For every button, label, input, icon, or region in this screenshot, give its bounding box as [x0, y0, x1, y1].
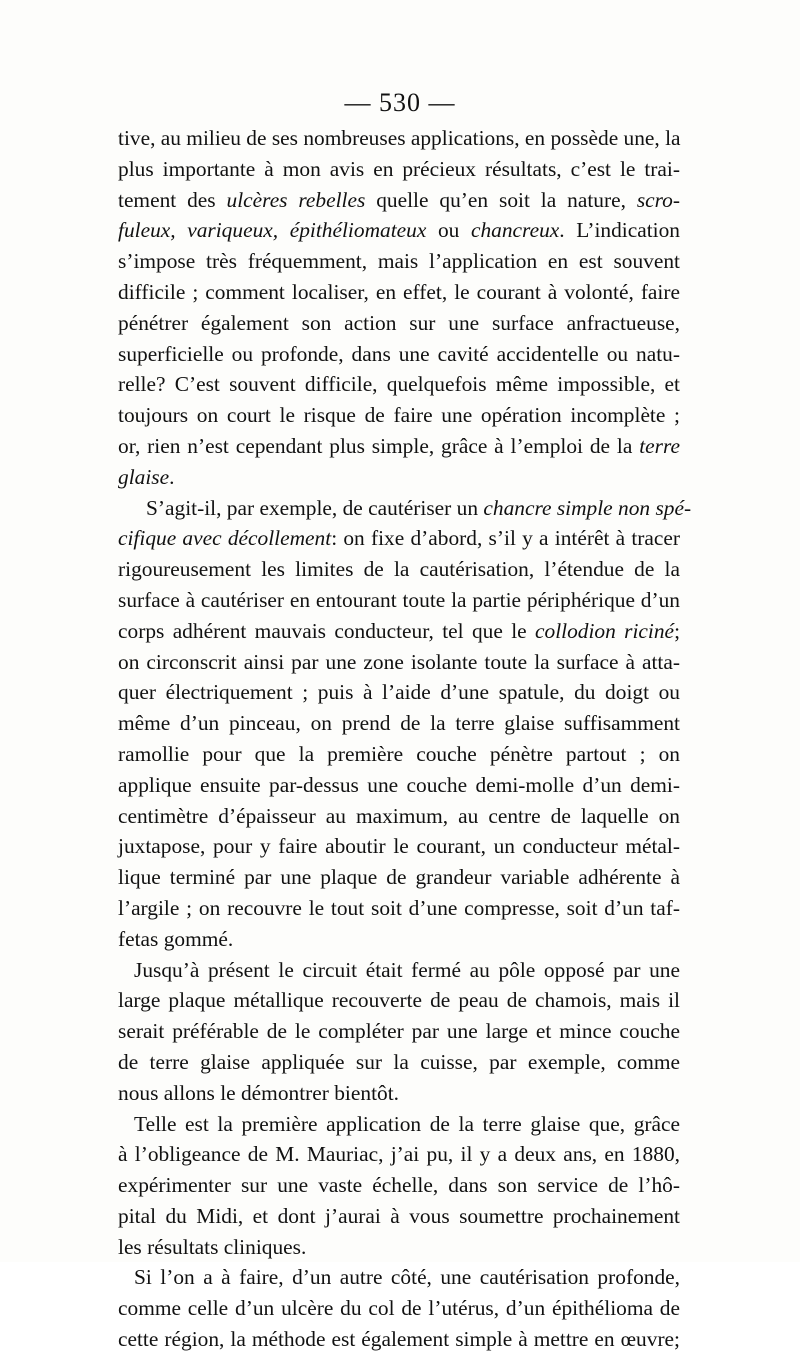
- text-line: quer électriquement ; puis à l’aide d’une spatule, du doigt ou: [118, 680, 680, 705]
- text-line: ramollie pour que la première couche pénètre partout ; on: [118, 741, 680, 766]
- text-line: Si l’on a à faire, d’un autre côté, une cautérisation profonde,: [134, 1265, 680, 1290]
- text-line: applique ensuite par-dessus une couche demi-molle d’un demi-: [118, 772, 680, 797]
- text-line: toujours on court le risque de faire une opération incomplète ;: [118, 403, 680, 428]
- text-line: juxtapose, pour y faire aboutir le courant, un conducteur métal-: [118, 834, 680, 859]
- text-line: fetas gommé.: [118, 926, 234, 951]
- text-line: fuleux, variqueux, épithéliomateux ou chancreux. L’indication: [118, 218, 680, 243]
- text-line: comme celle d’un ulcère du col de l’utérus, d’un épithélioma de: [118, 1296, 680, 1321]
- text-line: glaise.: [118, 464, 175, 489]
- page-number: — 530 —: [344, 88, 456, 117]
- text-line: or, rien n’est cependant plus simple, grâce à l’emploi de la terre: [118, 433, 680, 458]
- italic-text: cifique avec décollement: [118, 526, 332, 551]
- text-line: pital du Midi, et dont j’aurai à vous soumettre prochainement: [118, 1203, 680, 1228]
- italic-text: chancreux: [470, 218, 560, 243]
- text-line: on circonscrit ainsi par une zone isolante toute la surface à atta-: [118, 649, 680, 674]
- text-line: large plaque métallique recouverte de peau de chamois, mais il: [118, 988, 680, 1013]
- text-line: Jusqu’à présent le circuit était fermé au pôle opposé par une: [134, 957, 680, 982]
- italic-text: scro-: [636, 187, 680, 212]
- text-line: tement des ulcères rebelles quelle qu’en soit la nature, scro-: [118, 187, 680, 212]
- text-line: pénétrer également son action sur une surface anfractueuse,: [118, 310, 680, 335]
- text-line: surface à cautériser en entourant toute la partie périphérique d’un: [118, 587, 680, 612]
- text-line: l’argile ; on recouvre le tout soit d’une compresse, soit d’un taf-: [118, 895, 680, 920]
- body-text: [118, 123, 692, 1355]
- text-line: relle? C’est souvent difficile, quelquefois même impossible, et: [118, 372, 680, 397]
- text-line: à l’obligeance de M. Mauriac, j’ai pu, il y a deux ans, en 1880,: [118, 1142, 680, 1167]
- text-line: corps adhérent mauvais conducteur, tel que le collodion riciné;: [118, 618, 681, 643]
- text-line: serait préférable de le compléter par une large et mince couche: [118, 1019, 680, 1044]
- text-line: difficile ; comment localiser, en effet, le courant à volonté, faire: [118, 279, 680, 304]
- text-line: centimètre d’épaisseur au maximum, au centre de laquelle on: [118, 803, 680, 828]
- text-line: Telle est la première application de la terre glaise que, grâce: [134, 1111, 680, 1136]
- text-line: de terre glaise appliquée sur la cuisse, par exemple, comme: [118, 1049, 680, 1074]
- text-line: S’agit-il, par exemple, de cautériser un chancre simple non spé-: [146, 495, 692, 520]
- text-line: les résultats cliniques.: [118, 1234, 307, 1259]
- text-line: s’impose très fréquemment, mais l’application en est souvent: [118, 249, 680, 274]
- text-line: rigoureusement les limites de la cautérisation, l’étendue de la: [118, 557, 680, 582]
- text-line: plus importante à mon avis en précieux résultats, c’est le trai-: [118, 156, 680, 181]
- text-line: même d’un pinceau, on prend de la terre glaise suffisamment: [118, 711, 680, 736]
- text-line: tive, au milieu de ses nombreuses applications, en possède une, la: [118, 126, 681, 150]
- text-line: cette région, la méthode est également simple à mettre en œuvre;: [118, 1327, 680, 1352]
- italic-text: chancre simple non spé-: [483, 495, 692, 520]
- text-line: lique terminé par une plaque de grandeur variable adhérente à: [118, 865, 680, 890]
- text-line: cifique avec décollement: on fixe d’abord, s’il y a intérêt à tracer: [118, 526, 681, 551]
- italic-text: glaise: [118, 464, 170, 489]
- italic-text: fuleux, variqueux, épithéliomateux: [118, 218, 427, 243]
- italic-text: ulcères rebelles: [226, 187, 366, 212]
- text-line: expérimenter sur une vaste échelle, dans son service de l’hô-: [118, 1173, 680, 1198]
- text-line: nous allons le démontrer bientôt.: [118, 1080, 399, 1105]
- italic-text: collodion riciné: [535, 618, 675, 643]
- text-line: superficielle ou profonde, dans une cavité accidentelle ou natu-: [118, 341, 680, 366]
- italic-text: terre: [639, 433, 680, 458]
